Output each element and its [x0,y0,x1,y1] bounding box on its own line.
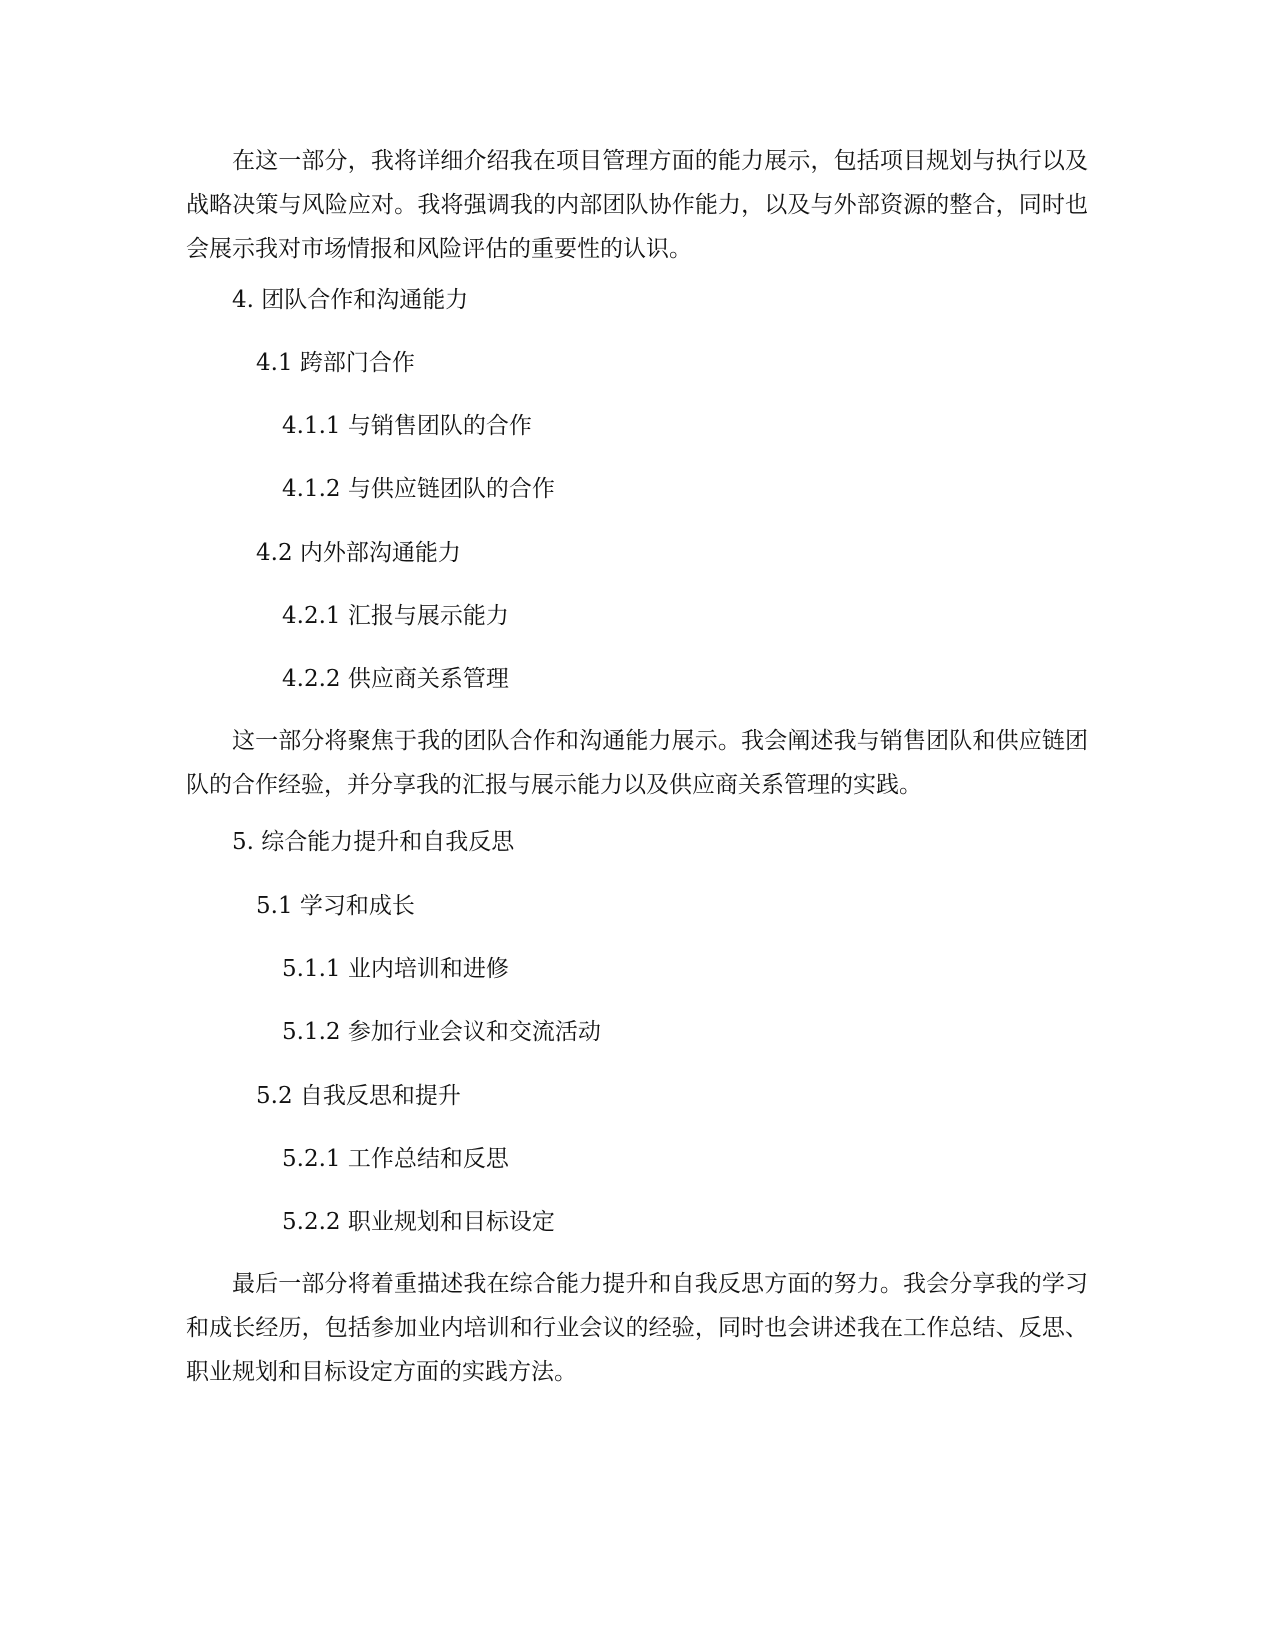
section-4-2-2-item: 4.2.2 供应商关系管理 [282,666,509,692]
section-5-heading: 5. 综合能力提升和自我反思 [232,829,515,855]
section-4-2-1-item: 4.2.1 汇报与展示能力 [282,603,509,629]
section-5-1-1-item: 5.1.1 业内培训和进修 [282,956,509,982]
section-4-heading: 4. 团队合作和沟通能力 [232,287,469,313]
section-4-2-heading: 4.2 内外部沟通能力 [256,540,461,566]
section-5-2-heading: 5.2 自我反思和提升 [256,1083,461,1109]
section-5-1-2-item: 5.1.2 参加行业会议和交流活动 [282,1019,601,1045]
section-4-summary: 这一部分将聚焦于我的团队合作和沟通能力展示。我会阐述我与销售团队和供应链团队的合作经验，并分享我的汇报与展示能力以及供应商关系管理的实践。 [186,728,1088,798]
section-4-1-1-item: 4.1.1 与销售团队的合作 [282,413,532,439]
section-5-1-heading: 5.1 学习和成长 [256,893,415,919]
section-5-2-1-item: 5.2.1 工作总结和反思 [282,1146,509,1172]
section-4-1-heading: 4.1 跨部门合作 [256,350,415,376]
section-5-2-2-item: 5.2.2 职业规划和目标设定 [282,1209,555,1235]
section-5-summary: 最后一部分将着重描述我在综合能力提升和自我反思方面的努力。我会分享我的学习和成长经历，包括参加业内培训和行业会议的经验，同时也会讲述我在工作总结、反思、职业规划和目标设定方面的实践方法。 [186,1271,1088,1385]
section-4-1-2-item: 4.1.2 与供应链团队的合作 [282,476,555,502]
intro-paragraph: 在这一部分，我将详细介绍我在项目管理方面的能力展示，包括项目规划与执行以及战略决策与风险应对。我将强调我的内部团队协作能力，以及与外部资源的整合，同时也会展示我对市场情报和风险评估的重要性的认识。 [186,148,1088,262]
